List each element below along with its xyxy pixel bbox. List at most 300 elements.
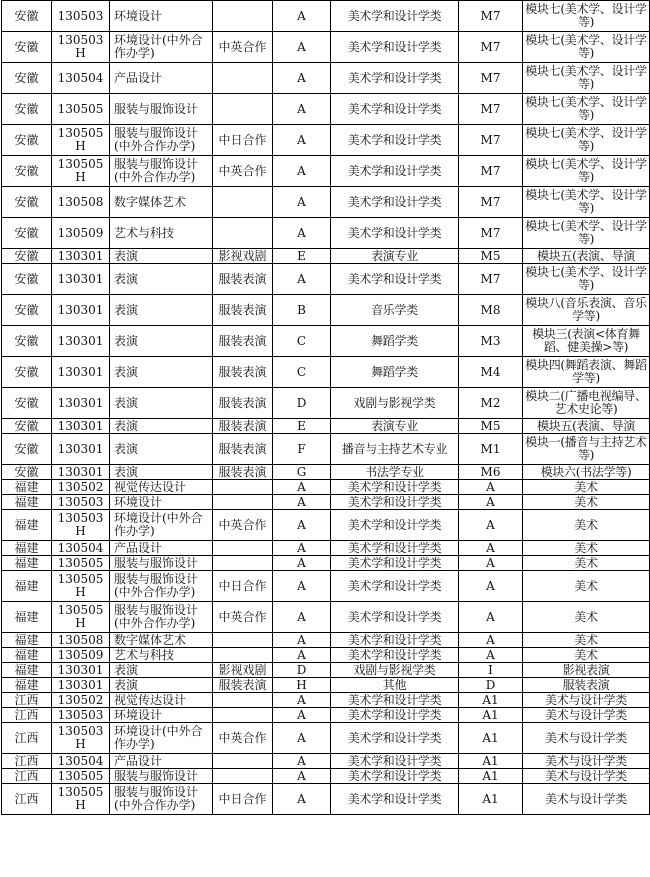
- table-row: [2, 156, 650, 187]
- province-cell: 福建: [2, 663, 52, 678]
- class-cell: 播音与主持艺术专业: [331, 434, 459, 465]
- module-cell: 模块八(音乐表演、音乐学等): [523, 295, 650, 326]
- category-cell: A: [273, 94, 331, 125]
- class-cell: 美术学和设计学类: [331, 693, 459, 708]
- note-cell: 中英合作: [213, 723, 273, 754]
- class-cell: 美术学和设计学类: [331, 510, 459, 541]
- category-cell: D: [273, 663, 331, 678]
- note-cell: 服装表演: [213, 326, 273, 357]
- category-cell: C: [273, 326, 331, 357]
- province-cell: 福建: [2, 678, 52, 693]
- code-cell: 130504: [52, 63, 110, 94]
- province-cell: 安徽: [2, 218, 52, 249]
- major-cell: 服装与服饰设计(中外合作办学): [110, 602, 213, 633]
- module-cell: 模块七(美术学、设计学等): [523, 94, 650, 125]
- code-cell: 130509: [52, 648, 110, 663]
- code-cell: 130301: [52, 326, 110, 357]
- table-row: [2, 264, 650, 295]
- major-cell: 服装与服饰设计(中外合作办学): [110, 156, 213, 187]
- subject-cell: A: [459, 556, 523, 571]
- subject-cell: M1: [459, 434, 523, 465]
- table-row: [2, 678, 650, 693]
- table-row: [2, 295, 650, 326]
- module-cell: 模块七(美术学、设计学等): [523, 264, 650, 295]
- module-cell: 模块六(书法学等): [523, 465, 650, 480]
- table-row: [2, 754, 650, 769]
- module-cell: 模块一(播音与主持艺术等): [523, 434, 650, 465]
- subject-cell: M5: [459, 419, 523, 434]
- category-cell: A: [273, 784, 331, 815]
- table-row: [2, 357, 650, 388]
- subject-cell: A: [459, 633, 523, 648]
- table-row: [2, 125, 650, 156]
- code-cell: 130508: [52, 633, 110, 648]
- note-cell: 中英合作: [213, 510, 273, 541]
- major-cell: 艺术与科技: [110, 218, 213, 249]
- major-cell: 服装与服饰设计: [110, 769, 213, 784]
- subject-cell: D: [459, 678, 523, 693]
- subject-cell: M7: [459, 63, 523, 94]
- major-cell: 表演: [110, 434, 213, 465]
- code-cell: 130508: [52, 187, 110, 218]
- major-cell: 环境设计: [110, 708, 213, 723]
- major-cell: 视觉传达设计: [110, 480, 213, 495]
- province-cell: 福建: [2, 556, 52, 571]
- note-cell: [213, 480, 273, 495]
- category-cell: A: [273, 63, 331, 94]
- category-cell: A: [273, 754, 331, 769]
- category-cell: A: [273, 633, 331, 648]
- category-cell: A: [273, 541, 331, 556]
- province-cell: 福建: [2, 602, 52, 633]
- major-cell: 环境设计: [110, 495, 213, 510]
- note-cell: 服装表演: [213, 465, 273, 480]
- note-cell: [213, 648, 273, 663]
- class-cell: 表演专业: [331, 249, 459, 264]
- note-cell: 服装表演: [213, 434, 273, 465]
- province-cell: 安徽: [2, 388, 52, 419]
- province-cell: 安徽: [2, 187, 52, 218]
- table-row: [2, 326, 650, 357]
- note-cell: 服装表演: [213, 419, 273, 434]
- table-row: [2, 784, 650, 815]
- province-cell: 江西: [2, 693, 52, 708]
- code-cell: 130301: [52, 434, 110, 465]
- class-cell: 美术学和设计学类: [331, 187, 459, 218]
- subject-cell: A: [459, 541, 523, 556]
- table-row: [2, 708, 650, 723]
- subject-cell: M7: [459, 156, 523, 187]
- module-cell: 美术: [523, 541, 650, 556]
- code-cell: 130502: [52, 480, 110, 495]
- province-cell: 江西: [2, 723, 52, 754]
- note-cell: 中英合作: [213, 32, 273, 63]
- province-cell: 福建: [2, 480, 52, 495]
- category-cell: A: [273, 571, 331, 602]
- subject-cell: M7: [459, 264, 523, 295]
- module-cell: 模块五(表演、导演: [523, 419, 650, 434]
- major-cell: 服装与服饰设计: [110, 556, 213, 571]
- major-cell: 环境设计(中外合作办学): [110, 510, 213, 541]
- province-cell: 安徽: [2, 63, 52, 94]
- province-cell: 江西: [2, 784, 52, 815]
- code-cell: 130505H: [52, 784, 110, 815]
- major-cell: 表演: [110, 419, 213, 434]
- module-cell: 美术与设计学类: [523, 754, 650, 769]
- major-cell: 表演: [110, 264, 213, 295]
- subject-cell: M7: [459, 1, 523, 32]
- table-row: [2, 480, 650, 495]
- table-body: [2, 1, 650, 815]
- note-cell: 中日合作: [213, 571, 273, 602]
- major-cell: 服装与服饰设计(中外合作办学): [110, 125, 213, 156]
- note-cell: [213, 633, 273, 648]
- province-cell: 江西: [2, 708, 52, 723]
- province-cell: 安徽: [2, 249, 52, 264]
- table-row: [2, 94, 650, 125]
- subject-cell: M7: [459, 94, 523, 125]
- code-cell: 130503: [52, 1, 110, 32]
- table-row: [2, 571, 650, 602]
- table-row: [2, 556, 650, 571]
- subject-cell: M8: [459, 295, 523, 326]
- note-cell: 服装表演: [213, 264, 273, 295]
- note-cell: [213, 708, 273, 723]
- module-cell: 模块七(美术学、设计学等): [523, 63, 650, 94]
- category-cell: E: [273, 419, 331, 434]
- province-cell: 福建: [2, 495, 52, 510]
- class-cell: 美术学和设计学类: [331, 556, 459, 571]
- province-cell: 安徽: [2, 295, 52, 326]
- table-row: [2, 434, 650, 465]
- major-cell: 艺术与科技: [110, 648, 213, 663]
- subject-cell: A1: [459, 723, 523, 754]
- subject-cell: A: [459, 571, 523, 602]
- module-cell: 美术: [523, 571, 650, 602]
- class-cell: 美术学和设计学类: [331, 633, 459, 648]
- province-cell: 安徽: [2, 434, 52, 465]
- module-cell: 美术与设计学类: [523, 693, 650, 708]
- major-cell: 服装与服饰设计(中外合作办学): [110, 571, 213, 602]
- subject-cell: A: [459, 510, 523, 541]
- subject-cell: M6: [459, 465, 523, 480]
- class-cell: 美术学和设计学类: [331, 648, 459, 663]
- class-cell: 舞蹈学类: [331, 357, 459, 388]
- table-row: [2, 1, 650, 32]
- code-cell: 130503H: [52, 510, 110, 541]
- class-cell: 舞蹈学类: [331, 326, 459, 357]
- major-cell: 表演: [110, 326, 213, 357]
- province-cell: 福建: [2, 648, 52, 663]
- province-cell: 安徽: [2, 32, 52, 63]
- subject-cell: A: [459, 602, 523, 633]
- table-row: [2, 495, 650, 510]
- code-cell: 130505: [52, 556, 110, 571]
- major-cell: 环境设计(中外合作办学): [110, 723, 213, 754]
- code-cell: 130502: [52, 693, 110, 708]
- table-row: [2, 769, 650, 784]
- province-cell: 福建: [2, 510, 52, 541]
- module-cell: 模块七(美术学、设计学等): [523, 125, 650, 156]
- enrollment-table: [1, 0, 650, 815]
- category-cell: A: [273, 264, 331, 295]
- table-row: [2, 723, 650, 754]
- subject-cell: A: [459, 648, 523, 663]
- module-cell: 美术与设计学类: [523, 708, 650, 723]
- major-cell: 环境设计(中外合作办学): [110, 32, 213, 63]
- subject-cell: A: [459, 495, 523, 510]
- module-cell: 美术: [523, 602, 650, 633]
- code-cell: 130505: [52, 94, 110, 125]
- class-cell: 美术学和设计学类: [331, 784, 459, 815]
- code-cell: 130301: [52, 419, 110, 434]
- module-cell: 美术与设计学类: [523, 784, 650, 815]
- module-cell: 美术: [523, 633, 650, 648]
- code-cell: 130505H: [52, 156, 110, 187]
- class-cell: 美术学和设计学类: [331, 602, 459, 633]
- category-cell: A: [273, 723, 331, 754]
- code-cell: 130503H: [52, 723, 110, 754]
- category-cell: A: [273, 602, 331, 633]
- major-cell: 表演: [110, 357, 213, 388]
- code-cell: 130301: [52, 357, 110, 388]
- note-cell: 服装表演: [213, 678, 273, 693]
- province-cell: 安徽: [2, 357, 52, 388]
- class-cell: 美术学和设计学类: [331, 1, 459, 32]
- subject-cell: I: [459, 663, 523, 678]
- note-cell: 中日合作: [213, 125, 273, 156]
- class-cell: 音乐学类: [331, 295, 459, 326]
- province-cell: 安徽: [2, 264, 52, 295]
- class-cell: 美术学和设计学类: [331, 769, 459, 784]
- class-cell: 美术学和设计学类: [331, 156, 459, 187]
- class-cell: 美术学和设计学类: [331, 32, 459, 63]
- category-cell: A: [273, 693, 331, 708]
- subject-cell: M7: [459, 218, 523, 249]
- code-cell: 130301: [52, 249, 110, 264]
- code-cell: 130301: [52, 388, 110, 419]
- code-cell: 130301: [52, 465, 110, 480]
- province-cell: 安徽: [2, 1, 52, 32]
- category-cell: B: [273, 295, 331, 326]
- subject-cell: A1: [459, 693, 523, 708]
- module-cell: 模块四(舞蹈表演、舞蹈学等): [523, 357, 650, 388]
- province-cell: 安徽: [2, 326, 52, 357]
- province-cell: 江西: [2, 769, 52, 784]
- category-cell: C: [273, 357, 331, 388]
- module-cell: 模块五(表演、导演: [523, 249, 650, 264]
- class-cell: 美术学和设计学类: [331, 495, 459, 510]
- note-cell: [213, 1, 273, 32]
- table-row: [2, 63, 650, 94]
- module-cell: 美术: [523, 556, 650, 571]
- major-cell: 产品设计: [110, 63, 213, 94]
- class-cell: 其他: [331, 678, 459, 693]
- module-cell: 模块七(美术学、设计学等): [523, 187, 650, 218]
- module-cell: 美术与设计学类: [523, 769, 650, 784]
- category-cell: A: [273, 1, 331, 32]
- province-cell: 江西: [2, 754, 52, 769]
- class-cell: 美术学和设计学类: [331, 63, 459, 94]
- category-cell: A: [273, 648, 331, 663]
- province-cell: 福建: [2, 541, 52, 556]
- major-cell: 表演: [110, 295, 213, 326]
- major-cell: 环境设计: [110, 1, 213, 32]
- province-cell: 安徽: [2, 419, 52, 434]
- class-cell: 美术学和设计学类: [331, 94, 459, 125]
- module-cell: 模块三(表演<体育舞蹈、健美操>等): [523, 326, 650, 357]
- subject-cell: M3: [459, 326, 523, 357]
- class-cell: 戏剧与影视学类: [331, 663, 459, 678]
- note-cell: [213, 556, 273, 571]
- note-cell: 服装表演: [213, 357, 273, 388]
- module-cell: 影视表演: [523, 663, 650, 678]
- subject-cell: M4: [459, 357, 523, 388]
- table-row: [2, 648, 650, 663]
- category-cell: H: [273, 678, 331, 693]
- code-cell: 130503: [52, 495, 110, 510]
- subject-cell: A1: [459, 784, 523, 815]
- note-cell: 服装表演: [213, 388, 273, 419]
- subject-cell: M7: [459, 32, 523, 63]
- code-cell: 130504: [52, 541, 110, 556]
- code-cell: 130503: [52, 708, 110, 723]
- table-row: [2, 633, 650, 648]
- category-cell: A: [273, 125, 331, 156]
- major-cell: 服装与服饰设计: [110, 94, 213, 125]
- category-cell: E: [273, 249, 331, 264]
- note-cell: [213, 94, 273, 125]
- note-cell: [213, 218, 273, 249]
- major-cell: 数字媒体艺术: [110, 633, 213, 648]
- category-cell: A: [273, 556, 331, 571]
- province-cell: 安徽: [2, 125, 52, 156]
- class-cell: 美术学和设计学类: [331, 218, 459, 249]
- note-cell: [213, 495, 273, 510]
- class-cell: 美术学和设计学类: [331, 541, 459, 556]
- code-cell: 130301: [52, 663, 110, 678]
- table-row: [2, 510, 650, 541]
- note-cell: [213, 541, 273, 556]
- module-cell: 模块二(广播电视编导、艺术史论等): [523, 388, 650, 419]
- table-row: [2, 693, 650, 708]
- table-row: [2, 32, 650, 63]
- module-cell: 美术与设计学类: [523, 723, 650, 754]
- class-cell: 美术学和设计学类: [331, 125, 459, 156]
- code-cell: 130301: [52, 264, 110, 295]
- table-row: [2, 218, 650, 249]
- major-cell: 产品设计: [110, 754, 213, 769]
- major-cell: 表演: [110, 388, 213, 419]
- category-cell: D: [273, 388, 331, 419]
- province-cell: 安徽: [2, 465, 52, 480]
- category-cell: G: [273, 465, 331, 480]
- class-cell: 美术学和设计学类: [331, 754, 459, 769]
- class-cell: 美术学和设计学类: [331, 571, 459, 602]
- major-cell: 数字媒体艺术: [110, 187, 213, 218]
- table-row: [2, 663, 650, 678]
- province-cell: 安徽: [2, 156, 52, 187]
- category-cell: A: [273, 708, 331, 723]
- note-cell: [213, 693, 273, 708]
- province-cell: 福建: [2, 571, 52, 602]
- note-cell: 影视戏剧: [213, 663, 273, 678]
- class-cell: 美术学和设计学类: [331, 264, 459, 295]
- table-row: [2, 602, 650, 633]
- major-cell: 表演: [110, 663, 213, 678]
- note-cell: 中英合作: [213, 602, 273, 633]
- subject-cell: M2: [459, 388, 523, 419]
- code-cell: 130301: [52, 295, 110, 326]
- class-cell: 美术学和设计学类: [331, 480, 459, 495]
- module-cell: 模块七(美术学、设计学等): [523, 218, 650, 249]
- category-cell: A: [273, 510, 331, 541]
- category-cell: F: [273, 434, 331, 465]
- table-row: [2, 541, 650, 556]
- category-cell: A: [273, 32, 331, 63]
- category-cell: A: [273, 187, 331, 218]
- note-cell: 中日合作: [213, 784, 273, 815]
- module-cell: 模块七(美术学、设计学等): [523, 156, 650, 187]
- category-cell: A: [273, 218, 331, 249]
- note-cell: [213, 769, 273, 784]
- code-cell: 130504: [52, 754, 110, 769]
- category-cell: A: [273, 769, 331, 784]
- subject-cell: M5: [459, 249, 523, 264]
- table-row: [2, 419, 650, 434]
- category-cell: A: [273, 480, 331, 495]
- major-cell: 表演: [110, 465, 213, 480]
- class-cell: 美术学和设计学类: [331, 708, 459, 723]
- note-cell: 中英合作: [213, 156, 273, 187]
- note-cell: [213, 63, 273, 94]
- class-cell: 美术学和设计学类: [331, 723, 459, 754]
- subject-cell: A1: [459, 754, 523, 769]
- table-row: [2, 249, 650, 264]
- class-cell: 书法学专业: [331, 465, 459, 480]
- code-cell: 130301: [52, 678, 110, 693]
- category-cell: A: [273, 156, 331, 187]
- module-cell: 美术: [523, 648, 650, 663]
- subject-cell: A: [459, 480, 523, 495]
- class-cell: 表演专业: [331, 419, 459, 434]
- code-cell: 130505: [52, 769, 110, 784]
- major-cell: 产品设计: [110, 541, 213, 556]
- module-cell: 服装表演: [523, 678, 650, 693]
- code-cell: 130509: [52, 218, 110, 249]
- table-row: [2, 187, 650, 218]
- major-cell: 表演: [110, 678, 213, 693]
- note-cell: 影视戏剧: [213, 249, 273, 264]
- code-cell: 130505H: [52, 571, 110, 602]
- code-cell: 130505H: [52, 125, 110, 156]
- note-cell: [213, 187, 273, 218]
- class-cell: 戏剧与影视学类: [331, 388, 459, 419]
- module-cell: 美术: [523, 510, 650, 541]
- subject-cell: A1: [459, 708, 523, 723]
- province-cell: 安徽: [2, 94, 52, 125]
- major-cell: 表演: [110, 249, 213, 264]
- code-cell: 130505H: [52, 602, 110, 633]
- major-cell: 视觉传达设计: [110, 693, 213, 708]
- province-cell: 福建: [2, 633, 52, 648]
- subject-cell: A1: [459, 769, 523, 784]
- note-cell: [213, 754, 273, 769]
- table-row: [2, 388, 650, 419]
- note-cell: 服装表演: [213, 295, 273, 326]
- module-cell: 美术: [523, 495, 650, 510]
- subject-cell: M7: [459, 187, 523, 218]
